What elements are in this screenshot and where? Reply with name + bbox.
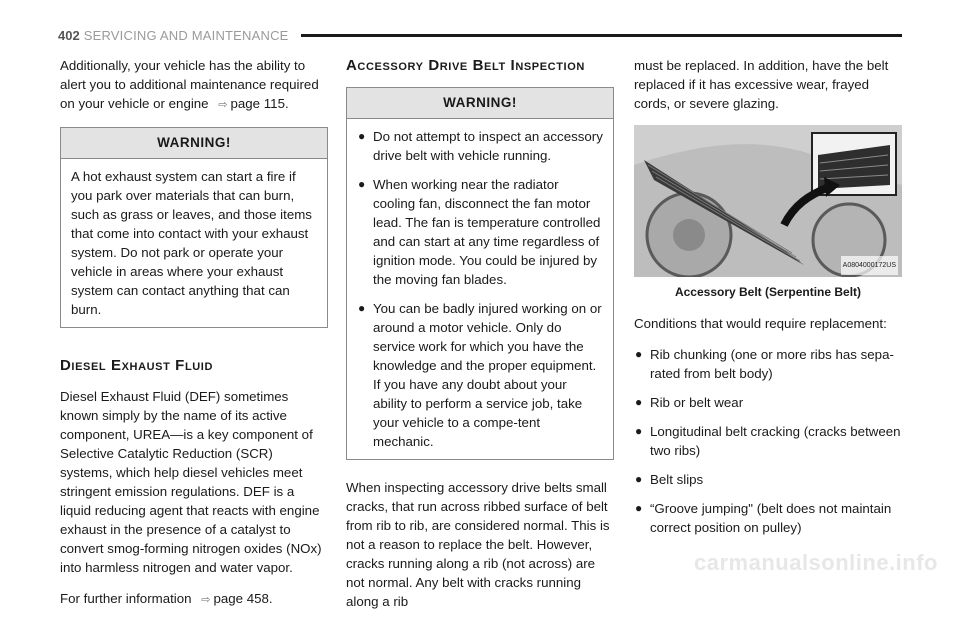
list-item: ● When working near the radiator cooling fan, disconnect the fan motor lead. The fan is temperature controlled and can start at any time regardless of ignition mode. You could be injured by the moving fan blades. [358, 177, 601, 287]
belt-inspection-heading: Accessory Drive Belt Inspection [346, 57, 585, 74]
list-item: ● Belt slips [635, 472, 704, 487]
page-header [58, 26, 902, 44]
bullet-dot-icon: ● [635, 472, 643, 486]
belt-warning-box [346, 87, 614, 460]
watermark: carmanualsonline.info [694, 550, 938, 575]
list-item: ● Longitudinal belt cracking (cracks between two ribs) [635, 424, 901, 458]
section-title: SERVICING AND MAINTENANCE [83, 27, 289, 43]
intro-text: Additionally, your vehicle has the ability to alert you to additional maintenance required on your vehicle or engine [60, 58, 319, 111]
intro-paragraph [60, 56, 328, 115]
header-rule [301, 34, 902, 37]
conditions-intro: Conditions that would require replacement: [634, 316, 887, 331]
def-heading: Diesel Exhaust Fluid [60, 357, 214, 374]
column-left [60, 56, 328, 622]
warning-text: A hot exhaust system can start a fire if you park over materials that can burn, such as grass or leaves, and those items that come into contact with your exhaust system. Do not park or operate your vehicle in areas where your exhaust system can contact anything that can burn. [71, 169, 312, 317]
bullet-dot-icon: ● [635, 395, 643, 409]
figure-code: A0804000172US [841, 256, 898, 275]
list-item: ● You can be badly injured working on or around a motor vehicle. Only do service work for which you have the knowledge and the proper equipment. If you have any doubt about your ability to perform a service job, take your vehicle to a compe-tent mechanic. [358, 301, 602, 449]
list-item: ● Do not attempt to inspect an accessory drive belt with vehicle running. [358, 129, 603, 163]
page-number: 402 [58, 27, 80, 43]
warning-title: WARNING! [347, 88, 613, 119]
warning-body [347, 119, 613, 459]
warning-list [357, 127, 603, 451]
engine-belt-illustration [634, 125, 902, 277]
further-page-ref[interactable]: page 458. [213, 591, 273, 606]
def-paragraph: Diesel Exhaust Fluid (DEF) sometimes known simply by the name of its active component, UREA—is a key component of Selective Catalytic Reduction (SCR) systems, which help diesel vehicles meet stringent emission regulations. DEF is a liquid reducing agent that reacts with engine exhaust in the presence of a catalyst to convert smog-forming nitrogen oxides (NOx) into harmless nitrogen and water vapor. [60, 389, 322, 575]
bullet-dot-icon: ● [358, 129, 366, 143]
belt-inspection-body: When inspecting accessory drive belts small cracks, that run across ribbed surface of belt from rib to rib, are considered normal. This is not a reason to replace the belt. However, cracks running along a rib (not across) are not normal. Any belt with cracks running along a rib [346, 480, 610, 609]
bullet-dot-icon: ● [635, 424, 643, 438]
column-middle [346, 56, 614, 623]
bullet-dot-icon: ● [635, 501, 643, 515]
conditions-list [634, 345, 902, 537]
warning-title: WARNING! [61, 128, 327, 159]
bullet-dot-icon: ● [358, 301, 366, 315]
continuation-paragraph: must be replaced. In addition, have the belt replaced if it has excessive wear, frayed cords, or severe glazing. [634, 58, 889, 111]
intro-page-ref[interactable]: page 115. [230, 96, 289, 111]
pointer-arrow-icon: ⇨ [201, 594, 211, 606]
figure-caption: Accessory Belt (Serpentine Belt) [674, 285, 862, 299]
list-item: ● Rib chunking (one or more ribs has sepa-rated from belt body) [635, 347, 894, 381]
list-item: ● Rib or belt wear [635, 395, 744, 410]
bullet-dot-icon: ● [358, 177, 366, 191]
further-info-paragraph [60, 589, 328, 610]
serpentine-belt-figure [634, 125, 902, 277]
column-right [634, 56, 902, 537]
exhaust-warning-box [60, 127, 328, 328]
further-text: For further information [60, 591, 192, 606]
list-item: ● “Groove jumping" (belt does not maintain correct position on pulley) [635, 501, 892, 535]
bullet-dot-icon: ● [635, 347, 643, 361]
pointer-arrow-icon: ⇨ [218, 99, 228, 111]
